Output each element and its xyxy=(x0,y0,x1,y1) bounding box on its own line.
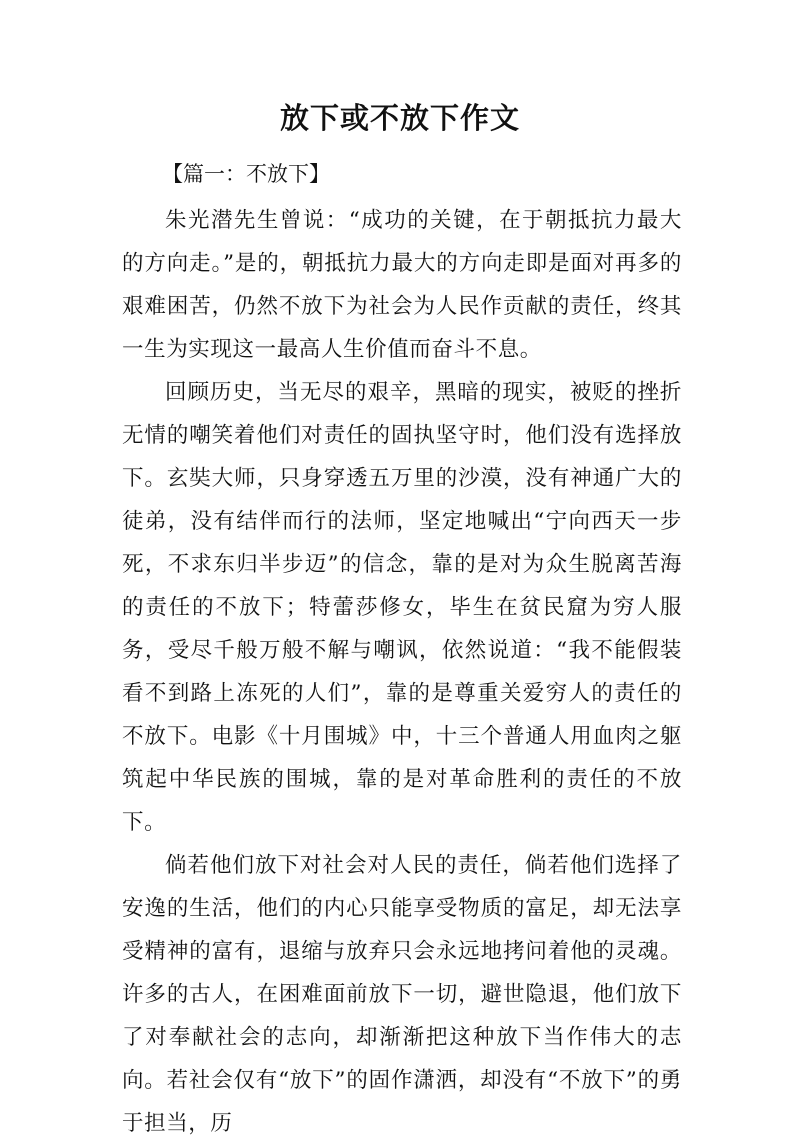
section-heading: 【篇一：不放下】 xyxy=(162,162,330,186)
document-body xyxy=(122,199,682,1145)
paragraph: 倘若他们放下对社会对人民的责任，倘若他们选择了安逸的生活，他们的内心只能享受物质的富足，却无法享受精神的富有，退缩与放弃只会永远地拷问着他的灵魂。许多的古人，在困难面前放下一切，避世隐退，他们放下了对奉献社会的志向，却渐渐把这种放下当作伟大的志向。若社会仅有“放下”的固作潇洒，却没有“不放下”的勇于担当，历 xyxy=(122,853,682,1136)
document-title: 放下或不放下作文 xyxy=(279,101,520,135)
paragraph: 回顾历史，当无尽的艰辛，黑暗的现实，被贬的挫折无情的嘲笑着他们对责任的固执坚守时，他们没有选择放下。玄奘大师，只身穿透五万里的沙漠，没有神通广大的徒弟，没有结伴而行的法师，坚定地喊出“宁向西天一步死，不求东归半步迈”的信念，靠的是对为众生脱离苦海的责任的不放下；特蕾莎修女，毕生在贫民窟为穷人服务，受尽千般万般不解与嘲讽，依然说道：“我不能假装看不到路上冻死的人们”，靠的是尊重关爱穷人的责任的不放下。电影《十月围城》中，十三个普通人用血肉之躯筑起中华民族的围城，靠的是对革命胜利的责任的不放下。 xyxy=(122,380,682,835)
paragraph: 朱光潜先生曾说：“成功的关键，在于朝抵抗力最大的方向走。”是的，朝抵抗力最大的方向走即是面对再多的艰难困苦，仍然不放下为社会为人民作贡献的责任，终其一生为实现这一最高人生价值而奋斗不息。 xyxy=(122,208,682,362)
